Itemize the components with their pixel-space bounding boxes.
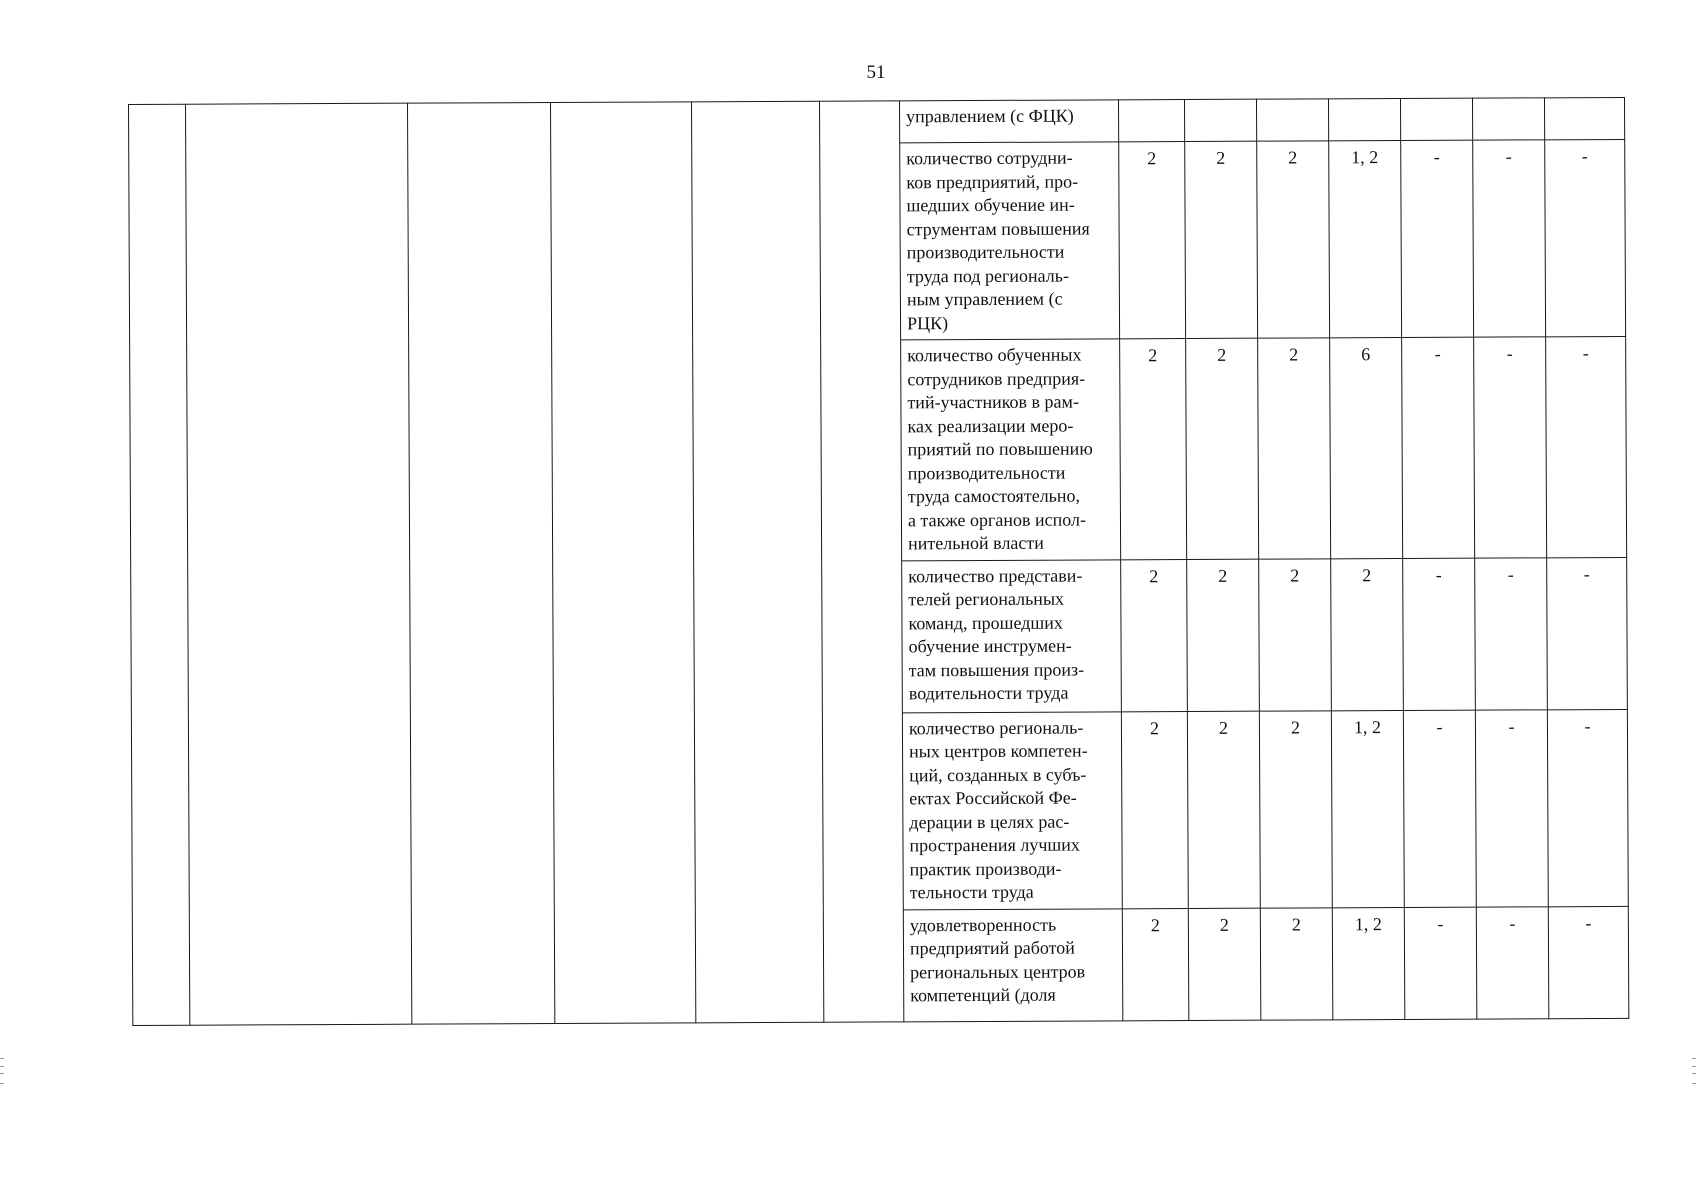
value-cell: 2 bbox=[1331, 558, 1404, 710]
value-cell: - bbox=[1402, 337, 1475, 558]
empty-cell-col3 bbox=[407, 103, 554, 1024]
value-cell: 2 bbox=[1186, 338, 1259, 559]
value-cell: - bbox=[1401, 140, 1474, 337]
empty-cell-col6 bbox=[819, 101, 903, 1022]
scan-edge-marks-right bbox=[1692, 1058, 1696, 1084]
value-cell: 1, 2 bbox=[1332, 907, 1405, 1019]
value-cell: - bbox=[1547, 709, 1628, 906]
value-cell: 1, 2 bbox=[1329, 141, 1402, 338]
value-cell: 2 bbox=[1122, 908, 1189, 1020]
program-indicators-table bbox=[128, 97, 1629, 1026]
value-cell: 2 bbox=[1259, 558, 1332, 710]
value-cell: 2 bbox=[1187, 559, 1260, 711]
value-cell: 2 bbox=[1121, 711, 1188, 908]
indicator-text: управлением (с ФЦК) bbox=[906, 105, 1074, 127]
value-cell: - bbox=[1547, 557, 1628, 709]
value-cell: - bbox=[1403, 558, 1476, 710]
value-cell bbox=[1472, 98, 1544, 140]
indicator-cell bbox=[902, 711, 1122, 909]
value-cell bbox=[1184, 99, 1256, 141]
value-cell: 2 bbox=[1257, 141, 1330, 338]
empty-cell-name bbox=[186, 103, 412, 1025]
value-cell: - bbox=[1474, 337, 1547, 558]
value-cell: 2 bbox=[1260, 907, 1333, 1019]
value-cell: - bbox=[1475, 709, 1548, 906]
value-cell bbox=[1400, 98, 1472, 140]
value-cell: 6 bbox=[1330, 338, 1403, 559]
indicator-text: количество сотрудни- ков предприятий, про- шедших обучение ин- струментам повышения производительности труда под региональ- ным управлением (с РЦК) bbox=[906, 147, 1090, 333]
value-cell: - bbox=[1546, 336, 1627, 557]
value-cell: - bbox=[1475, 557, 1548, 709]
value-cell: 2 bbox=[1259, 710, 1332, 907]
indicator-text: количество представи- телей региональных команд, прошедших обучение инструмен- там повышения произ- водительности труда bbox=[908, 565, 1085, 704]
empty-cell-col4 bbox=[550, 102, 695, 1023]
page-number: 51 bbox=[866, 62, 886, 83]
value-cell: 2 bbox=[1187, 711, 1260, 908]
indicator-text: удовлетворенность предприятий работой региональных центров компетенций (доля bbox=[909, 914, 1086, 1006]
value-cell bbox=[1118, 100, 1184, 142]
table-row bbox=[129, 97, 1625, 146]
value-cell: - bbox=[1403, 710, 1476, 907]
value-cell: 2 bbox=[1188, 908, 1261, 1020]
scan-edge-marks-left bbox=[0, 1058, 4, 1084]
indicator-text: количество региональ- ных центров компетен- ций, созданных в субъ- ектах Российской Фе- дерации в целях рас- пространения лучших практик производи- тельности труда bbox=[908, 717, 1088, 903]
indicator-cell bbox=[903, 908, 1123, 1021]
value-cell: 1, 2 bbox=[1331, 710, 1404, 907]
value-cell: 2 bbox=[1120, 339, 1187, 560]
empty-cell-number bbox=[129, 104, 190, 1025]
indicator-cell bbox=[899, 100, 1118, 143]
value-cell: - bbox=[1404, 907, 1477, 1019]
value-cell: - bbox=[1476, 906, 1549, 1018]
indicator-text: количество обученных сотрудников предприя- тий-участников в рам- ках реализации меро- приятий по повышению производительности труда самостоятельно, а также органов испол- нительной власти bbox=[907, 344, 1093, 554]
value-cell: 2 bbox=[1258, 338, 1331, 559]
value-cell: 2 bbox=[1119, 142, 1186, 339]
indicator-cell bbox=[902, 559, 1122, 712]
value-cell bbox=[1544, 97, 1624, 139]
value-cell bbox=[1328, 99, 1400, 141]
indicator-cell bbox=[901, 339, 1121, 561]
indicator-cell bbox=[900, 142, 1120, 340]
empty-cell-col5 bbox=[691, 101, 823, 1022]
value-cell: - bbox=[1548, 906, 1629, 1018]
value-cell bbox=[1256, 99, 1328, 141]
value-cell: 2 bbox=[1185, 141, 1258, 338]
value-cell: - bbox=[1473, 140, 1546, 337]
value-cell: - bbox=[1545, 139, 1626, 336]
value-cell: 2 bbox=[1121, 559, 1188, 711]
